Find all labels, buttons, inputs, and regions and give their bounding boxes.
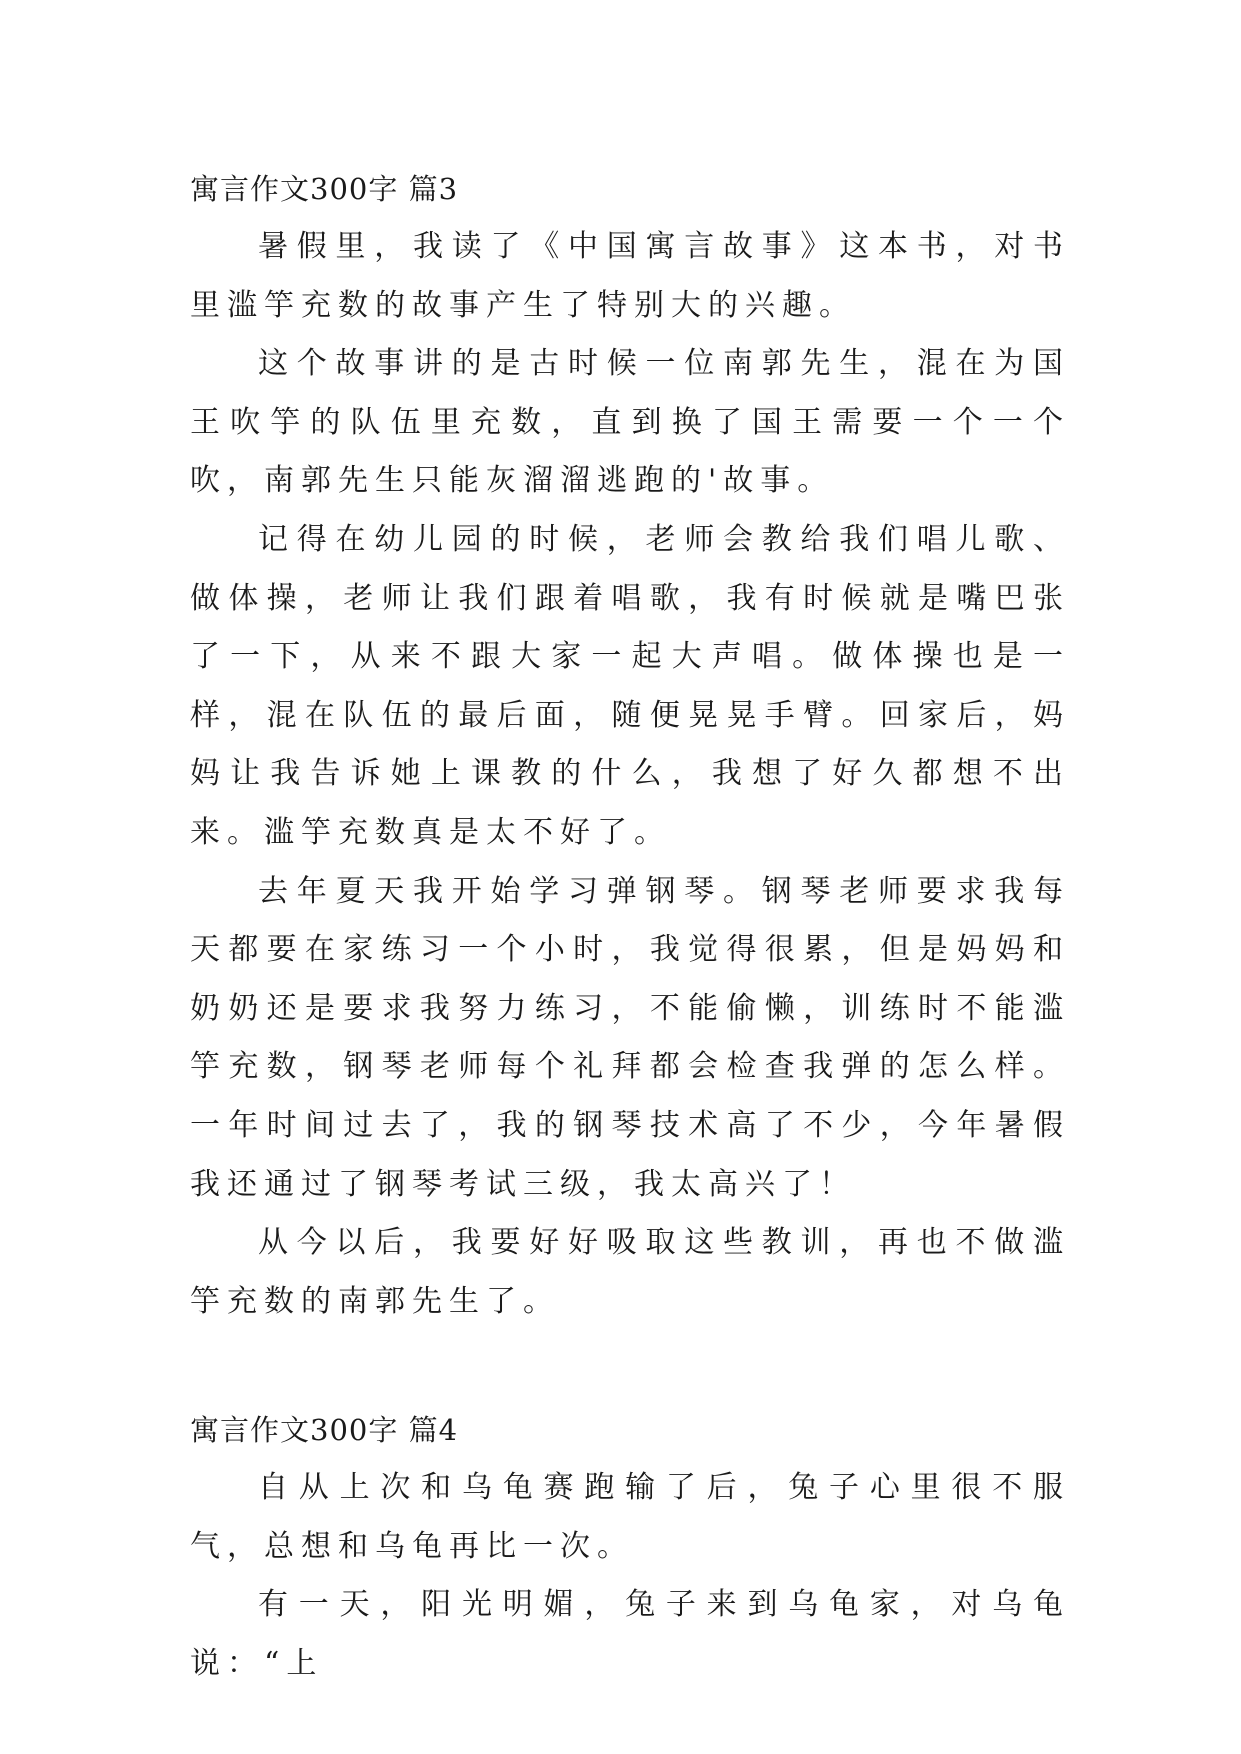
paragraph: 自从上次和乌龟赛跑输了后，兔子心里很不服气，总想和乌龟再比一次。 bbox=[190, 1470, 1070, 1564]
paragraph: 去年夏天我开始学习弹钢琴。钢琴老师要求我每天都要在家练习一个小时，我觉得很累，但是妈妈和奶奶还是要求我努力练习，不能偷懒，训练时不能滥竽充数，钢琴老师每个礼拜都会检查我弹的怎么样。一年时间过去了，我的钢琴技术高了不少，今年暑假我还通过了钢琴考试三级，我太高兴了！ bbox=[190, 873, 1070, 1202]
paragraph: 记得在幼儿园的时候，老师会教给我们唱儿歌、做体操，老师让我们跟着唱歌，我有时候就是嘴巴张了一下，从来不跟大家一起大声唱。做体操也是一样，混在队伍的最后面，随便晃晃手臂。回家后，妈妈让我告诉她上课教的什么，我想了好久都想不出来。滥竽充数真是太不好了。 bbox=[190, 521, 1070, 850]
essay-section-3 bbox=[190, 160, 1070, 1331]
document-body bbox=[190, 160, 1070, 1694]
section-title: 寓言作文300字 篇4 bbox=[190, 1413, 459, 1448]
essay-section-4 bbox=[190, 1401, 1070, 1693]
section-spacer bbox=[190, 1331, 1070, 1401]
section-title: 寓言作文300字 篇3 bbox=[190, 172, 459, 206]
paragraph: 有一天，阳光明媚，兔子来到乌龟家，对乌龟说：“上 bbox=[190, 1587, 1070, 1682]
paragraph: 这个故事讲的是古时候一位南郭先生，混在为国王吹竽的队伍里充数，直到换了国王需要一个一个吹，南郭先生只能灰溜溜逃跑的'故事。 bbox=[190, 346, 1070, 499]
paragraph: 从今以后，我要好好吸取这些教训，再也不做滥竽充数的南郭先生了。 bbox=[190, 1225, 1070, 1319]
paragraph: 暑假里，我读了《中国寓言故事》这本书，对书里滥竽充数的故事产生了特别大的兴趣。 bbox=[190, 229, 1070, 323]
